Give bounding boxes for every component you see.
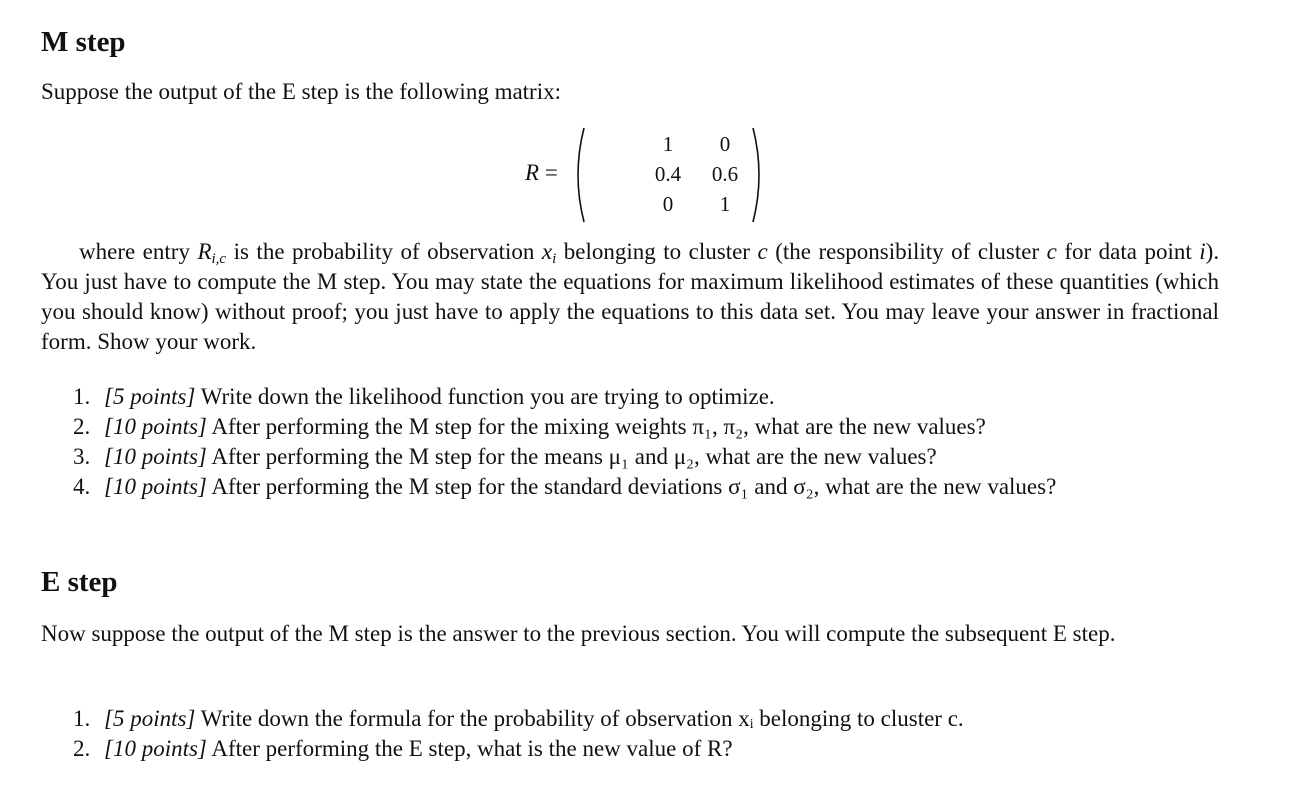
matrix-cell: 1 [719, 192, 731, 216]
list-item: 1. [5 points] Write down the formula for the probability of observation xᵢ belonging to cluster c. [73, 706, 964, 731]
list-item: 1. [5 points] Write down the likelihood function you are trying to optimize. [73, 384, 775, 409]
e-step-question-list [73, 704, 1219, 764]
matrix-cell: 0 [719, 132, 731, 156]
list-item: 2. [10 points] After performing the M step for the mixing weights π₁, π₂, what are the new values? [73, 414, 986, 439]
matrix-cell: 0.6 [711, 162, 739, 186]
list-item: 2. [10 points] After performing the E step, what is the new value of R? [73, 736, 733, 761]
left-paren-icon [572, 126, 586, 224]
matrix-cell: 0.4 [654, 162, 682, 186]
matrix-cell: 1 [662, 132, 674, 156]
m-step-description: where entry $R_{i,c}$ is the probability of observation $x_i$ belonging to cluster c (the responsibility of cluster c for data point i). You just have to compute the M step. You may state the equations for maximum likelihood estimates of these quantities (which you should know) without proof; you just have to apply the equations to this data set. You may leave your answer in fractional form. Show your work. [41, 239, 1220, 354]
responsibility-matrix [525, 126, 775, 226]
list-item: 4. [10 points] After performing the M step for the standard deviations σ₁ and σ₂, what are the new values? [73, 474, 1057, 499]
matrix-cell: 0 [662, 192, 674, 216]
list-item: 3. [10 points] After performing the M step for the means μ₁ and μ₂, what are the new values? [73, 444, 937, 469]
m-step-question-list [73, 382, 1219, 502]
matrix-label: R = [525, 160, 558, 185]
m-step-intro: Suppose the output of the E step is the following matrix: [41, 79, 561, 104]
right-paren-icon [751, 126, 765, 224]
m-step-heading: M step [41, 26, 126, 58]
e-step-heading: E step [41, 566, 118, 598]
e-step-intro: Now suppose the output of the M step is the answer to the previous section. You will compute the subsequent E step. [41, 621, 1116, 646]
